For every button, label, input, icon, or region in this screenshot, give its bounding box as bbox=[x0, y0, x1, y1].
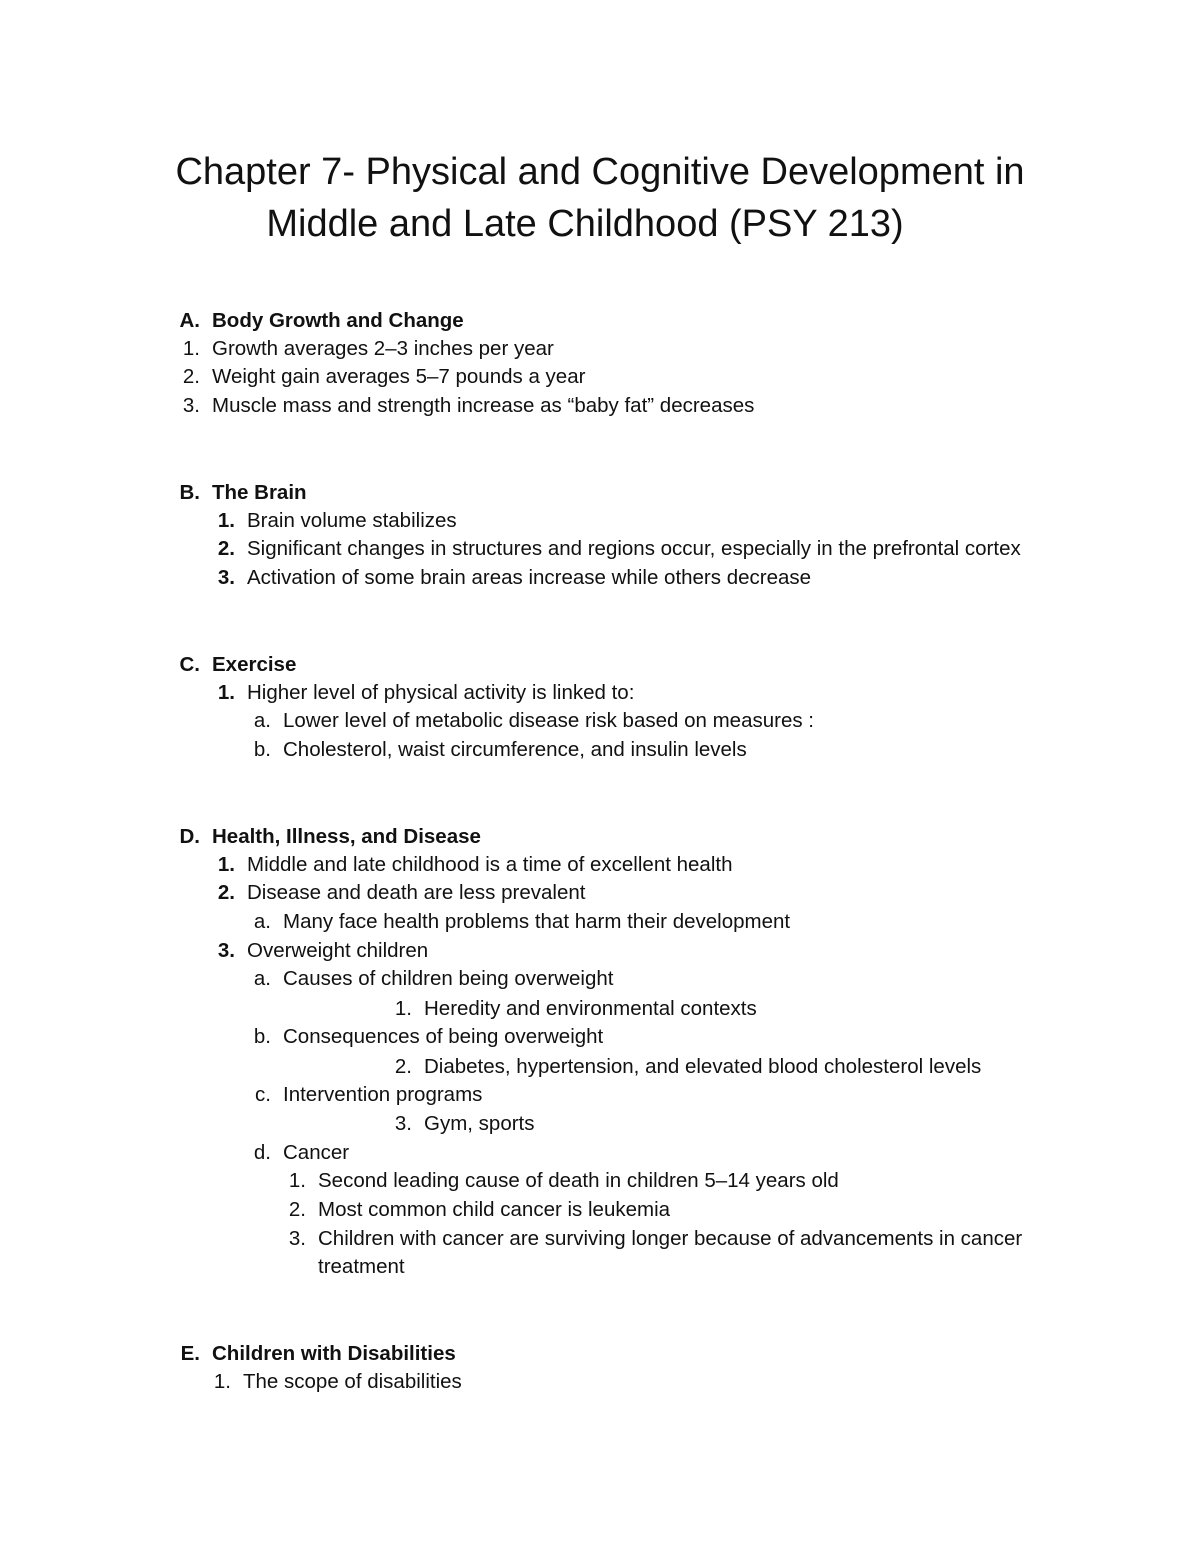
list-marker: 3. bbox=[217, 566, 235, 589]
list-marker: 1. bbox=[288, 1169, 306, 1192]
section-heading-text: The Brain bbox=[212, 481, 307, 504]
list-item bbox=[213, 1368, 462, 1396]
list-marker: 1. bbox=[213, 1370, 231, 1393]
list-marker: 2. bbox=[182, 365, 200, 388]
section-marker: D. bbox=[179, 825, 200, 848]
list-marker: a. bbox=[253, 709, 271, 732]
section-heading-text: Body Growth and Change bbox=[212, 309, 464, 332]
list-marker: 1. bbox=[182, 337, 200, 360]
list-item-text: Middle and late childhood is a time of excellent health bbox=[247, 853, 733, 876]
list-item-text: Most common child cancer is leukemia bbox=[318, 1198, 671, 1221]
list-marker: c. bbox=[255, 1083, 271, 1106]
list-item-text: Heredity and environmental contexts bbox=[424, 997, 757, 1020]
section-marker: B. bbox=[179, 481, 200, 504]
list-item bbox=[182, 335, 554, 363]
list-marker: 1. bbox=[394, 997, 412, 1020]
list-item bbox=[288, 1167, 839, 1195]
document-title bbox=[0, 146, 1200, 250]
list-item bbox=[255, 1081, 483, 1109]
section-heading bbox=[179, 479, 307, 507]
list-item-text: Activation of some brain areas increase while others decrease bbox=[247, 566, 812, 589]
list-marker: 3. bbox=[288, 1227, 306, 1250]
section-heading bbox=[179, 651, 297, 679]
list-marker: 3. bbox=[217, 939, 235, 962]
list-item-text: Significant changes in structures and regions occur, especially in the prefrontal cortex bbox=[247, 537, 1021, 560]
list-item-text: Consequences of being overweight bbox=[283, 1025, 604, 1048]
list-item-text: Causes of children being overweight bbox=[283, 967, 614, 990]
list-item bbox=[182, 363, 586, 391]
list-marker: 2. bbox=[394, 1055, 412, 1078]
list-item-text: Lower level of metabolic disease risk based on measures : bbox=[283, 709, 814, 732]
list-item bbox=[253, 1139, 350, 1167]
list-item-text: The scope of disabilities bbox=[243, 1370, 462, 1393]
list-item-text: Second leading cause of death in children 5–14 years old bbox=[318, 1169, 839, 1192]
section-heading bbox=[179, 823, 481, 851]
section-heading-text: Health, Illness, and Disease bbox=[212, 825, 481, 848]
list-item-text: Gym, sports bbox=[424, 1112, 535, 1135]
list-item-text: Brain volume stabilizes bbox=[247, 509, 457, 532]
list-item bbox=[253, 965, 614, 993]
list-item bbox=[394, 1110, 535, 1138]
list-marker: b. bbox=[253, 738, 271, 761]
list-marker: a. bbox=[253, 910, 271, 933]
list-item-text: Higher level of physical activity is linked to: bbox=[247, 681, 635, 704]
list-item-text: Diabetes, hypertension, and elevated blood cholesterol levels bbox=[424, 1055, 982, 1078]
list-item bbox=[253, 707, 814, 735]
list-item bbox=[253, 736, 747, 764]
section-heading-text: Children with Disabilities bbox=[212, 1342, 456, 1365]
list-item-text: Cancer bbox=[283, 1141, 350, 1164]
list-marker: 1. bbox=[217, 853, 235, 876]
list-item bbox=[182, 392, 755, 420]
list-item bbox=[288, 1225, 1078, 1281]
list-item-text: Cholesterol, waist circumference, and insulin levels bbox=[283, 738, 747, 761]
list-item bbox=[217, 507, 457, 535]
list-item bbox=[253, 908, 791, 936]
list-marker: a. bbox=[253, 967, 271, 990]
list-marker: 1. bbox=[217, 681, 235, 704]
list-item-text: Growth averages 2–3 inches per year bbox=[212, 337, 554, 360]
list-item-text: Children with cancer are surviving longer because of advancements in cancer treatment bbox=[318, 1227, 1023, 1278]
list-marker: 2. bbox=[217, 881, 235, 904]
list-item bbox=[217, 679, 635, 707]
list-item bbox=[217, 564, 812, 592]
list-item bbox=[253, 1023, 604, 1051]
list-marker: 1. bbox=[217, 509, 235, 532]
section-marker: A. bbox=[179, 309, 200, 332]
section-marker: C. bbox=[179, 653, 200, 676]
list-marker: b. bbox=[253, 1025, 271, 1048]
list-item bbox=[217, 535, 1021, 563]
list-item bbox=[394, 1053, 982, 1081]
list-item-text: Muscle mass and strength increase as “baby fat” decreases bbox=[212, 394, 755, 417]
list-marker: 2. bbox=[217, 537, 235, 560]
title-line-1: Chapter 7- Physical and Cognitive Development in bbox=[175, 151, 1025, 193]
list-item bbox=[394, 995, 757, 1023]
section-heading bbox=[179, 307, 464, 335]
list-item bbox=[288, 1196, 671, 1224]
list-item-text: Weight gain averages 5–7 pounds a year bbox=[212, 365, 586, 388]
section-heading bbox=[180, 1340, 456, 1368]
list-item-text: Overweight children bbox=[247, 939, 429, 962]
list-item-text: Many face health problems that harm their development bbox=[283, 910, 791, 933]
section-heading-text: Exercise bbox=[212, 653, 297, 676]
list-item-text: Intervention programs bbox=[283, 1083, 483, 1106]
list-marker: 2. bbox=[288, 1198, 306, 1221]
list-item bbox=[217, 879, 586, 907]
section-marker: E. bbox=[180, 1342, 200, 1365]
list-item bbox=[217, 937, 429, 965]
title-line-2: Middle and Late Childhood (PSY 213) bbox=[266, 203, 904, 245]
list-marker: 3. bbox=[182, 394, 200, 417]
list-marker: 3. bbox=[394, 1112, 412, 1135]
list-marker: d. bbox=[253, 1141, 271, 1164]
list-item-text: Disease and death are less prevalent bbox=[247, 881, 586, 904]
list-item bbox=[217, 851, 733, 879]
